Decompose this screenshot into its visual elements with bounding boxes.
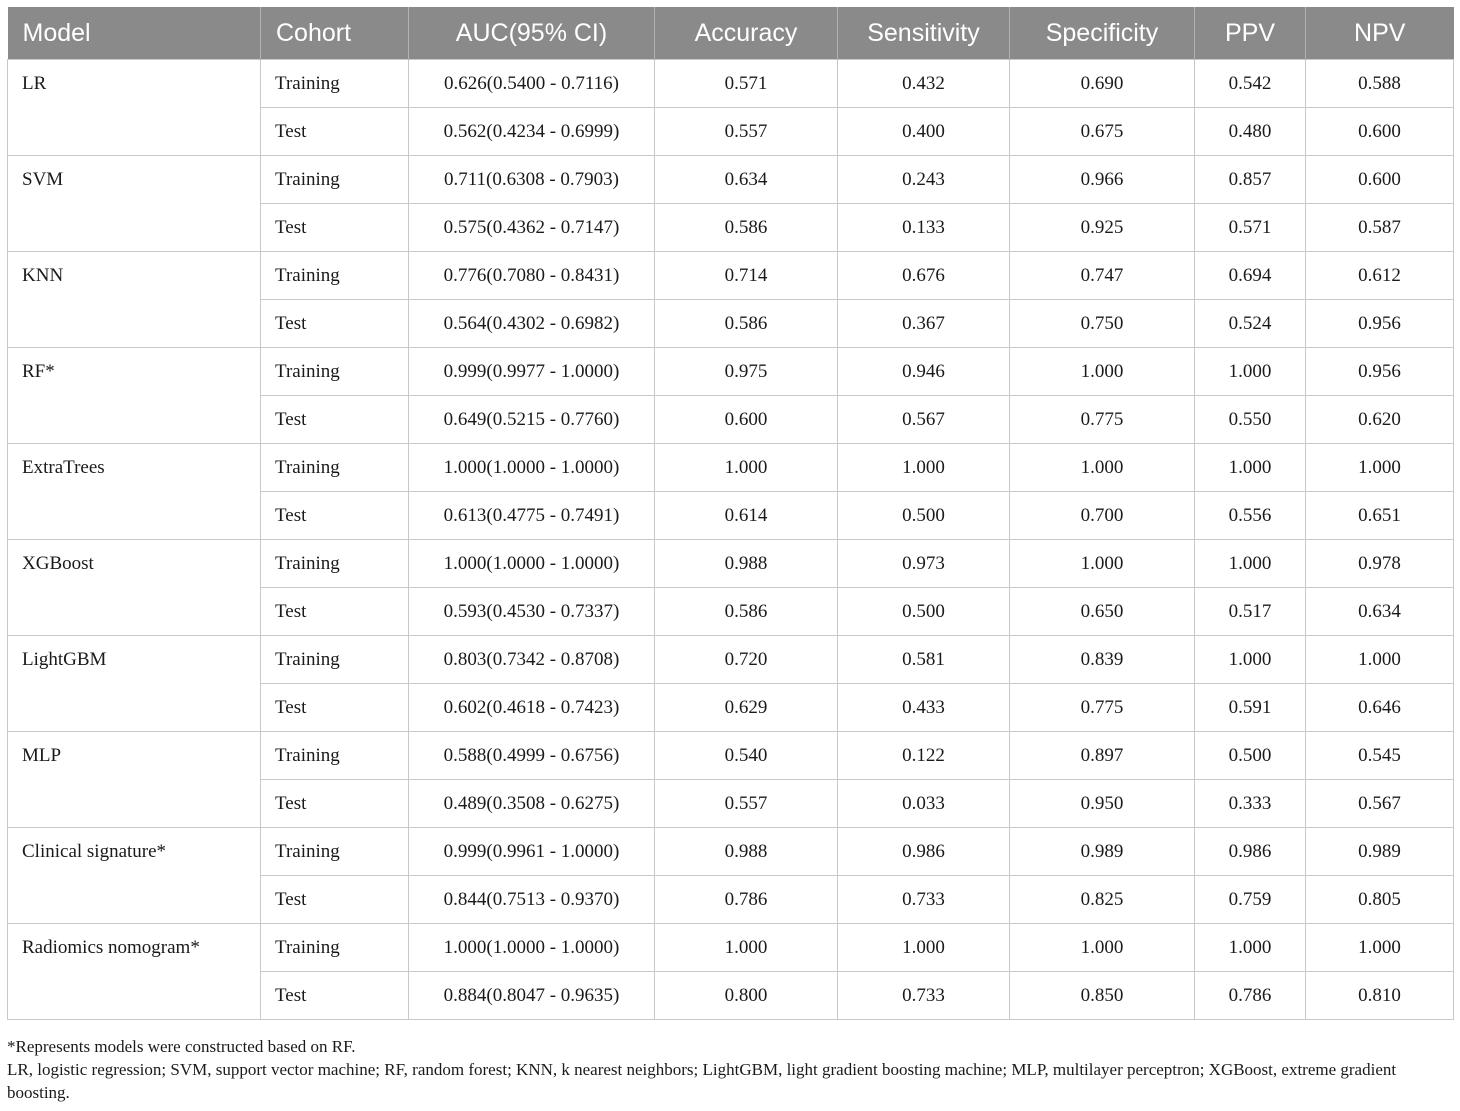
- specificity-cell: 0.989: [1010, 828, 1195, 876]
- npv-cell: 0.805: [1306, 876, 1454, 924]
- npv-cell: 0.646: [1306, 684, 1454, 732]
- specificity-cell: 1.000: [1010, 444, 1195, 492]
- npv-cell: 0.634: [1306, 588, 1454, 636]
- auc-cell: 1.000(1.0000 - 1.0000): [409, 444, 655, 492]
- cohort-cell: Test: [261, 396, 409, 444]
- ppv-cell: 1.000: [1195, 924, 1306, 972]
- sensitivity-cell: 1.000: [838, 924, 1010, 972]
- npv-cell: 0.620: [1306, 396, 1454, 444]
- cohort-cell: Test: [261, 492, 409, 540]
- npv-cell: 0.600: [1306, 108, 1454, 156]
- sensitivity-cell: 0.973: [838, 540, 1010, 588]
- auc-cell: 0.884(0.8047 - 0.9635): [409, 972, 655, 1020]
- header-sensitivity: Sensitivity: [838, 7, 1010, 60]
- sensitivity-cell: 0.733: [838, 972, 1010, 1020]
- table-row: [8, 444, 1454, 492]
- sensitivity-cell: 0.432: [838, 60, 1010, 108]
- cohort-cell: Test: [261, 588, 409, 636]
- npv-cell: 0.612: [1306, 252, 1454, 300]
- auc-cell: 0.803(0.7342 - 0.8708): [409, 636, 655, 684]
- auc-cell: 0.564(0.4302 - 0.6982): [409, 300, 655, 348]
- sensitivity-cell: 0.122: [838, 732, 1010, 780]
- model-cell: [8, 588, 261, 636]
- auc-cell: 1.000(1.0000 - 1.0000): [409, 540, 655, 588]
- ppv-cell: 0.759: [1195, 876, 1306, 924]
- cohort-cell: Training: [261, 252, 409, 300]
- specificity-cell: 0.650: [1010, 588, 1195, 636]
- auc-cell: 0.602(0.4618 - 0.7423): [409, 684, 655, 732]
- table-row: [8, 684, 1454, 732]
- header-row: [8, 7, 1454, 60]
- ppv-cell: 0.591: [1195, 684, 1306, 732]
- model-cell: [8, 972, 261, 1020]
- accuracy-cell: 0.600: [655, 396, 838, 444]
- specificity-cell: 0.747: [1010, 252, 1195, 300]
- npv-cell: 0.978: [1306, 540, 1454, 588]
- cohort-cell: Test: [261, 204, 409, 252]
- auc-cell: 0.711(0.6308 - 0.7903): [409, 156, 655, 204]
- ppv-cell: 0.786: [1195, 972, 1306, 1020]
- accuracy-cell: 0.586: [655, 300, 838, 348]
- sensitivity-cell: 0.733: [838, 876, 1010, 924]
- cohort-cell: Training: [261, 156, 409, 204]
- table-row: [8, 636, 1454, 684]
- abbreviations-note: LR, logistic regression; SVM, support vector machine; RF, random forest; KNN, k nearest neighbors; LightGBM, light gradient boosting machine; MLP, multilayer perceptron; XGBoost, extreme gradient boosting.: [7, 1060, 1397, 1102]
- table-row: [8, 60, 1454, 108]
- table-row: [8, 972, 1454, 1020]
- model-cell: [8, 876, 261, 924]
- sensitivity-cell: 0.033: [838, 780, 1010, 828]
- performance-table-wrapper: [7, 7, 1453, 1020]
- model-cell: [8, 396, 261, 444]
- specificity-cell: 0.675: [1010, 108, 1195, 156]
- auc-cell: 0.844(0.7513 - 0.9370): [409, 876, 655, 924]
- auc-cell: 0.575(0.4362 - 0.7147): [409, 204, 655, 252]
- ppv-cell: 0.857: [1195, 156, 1306, 204]
- sensitivity-cell: 0.367: [838, 300, 1010, 348]
- ppv-cell: 0.550: [1195, 396, 1306, 444]
- header-npv: NPV: [1306, 7, 1454, 60]
- specificity-cell: 0.850: [1010, 972, 1195, 1020]
- cohort-cell: Test: [261, 300, 409, 348]
- accuracy-cell: 0.614: [655, 492, 838, 540]
- sensitivity-cell: 0.581: [838, 636, 1010, 684]
- table-row: [8, 828, 1454, 876]
- ppv-cell: 0.333: [1195, 780, 1306, 828]
- model-cell: Clinical signature*: [8, 828, 261, 876]
- table-row: [8, 348, 1454, 396]
- cohort-cell: Test: [261, 108, 409, 156]
- npv-cell: 0.989: [1306, 828, 1454, 876]
- model-cell: ExtraTrees: [8, 444, 261, 492]
- ppv-cell: 1.000: [1195, 636, 1306, 684]
- accuracy-cell: 0.988: [655, 540, 838, 588]
- npv-cell: 0.810: [1306, 972, 1454, 1020]
- sensitivity-cell: 0.243: [838, 156, 1010, 204]
- accuracy-cell: 0.786: [655, 876, 838, 924]
- accuracy-cell: 0.557: [655, 108, 838, 156]
- sensitivity-cell: 0.133: [838, 204, 1010, 252]
- cohort-cell: Training: [261, 732, 409, 780]
- specificity-cell: 0.750: [1010, 300, 1195, 348]
- header-cohort: Cohort: [261, 7, 409, 60]
- model-cell: [8, 204, 261, 252]
- specificity-cell: 0.775: [1010, 684, 1195, 732]
- specificity-cell: 0.775: [1010, 396, 1195, 444]
- header-accuracy: Accuracy: [655, 7, 838, 60]
- header-ppv: PPV: [1195, 7, 1306, 60]
- auc-cell: 0.999(0.9961 - 1.0000): [409, 828, 655, 876]
- specificity-cell: 0.897: [1010, 732, 1195, 780]
- npv-cell: 0.588: [1306, 60, 1454, 108]
- table-header: [8, 7, 1454, 60]
- ppv-cell: 0.571: [1195, 204, 1306, 252]
- specificity-cell: 0.966: [1010, 156, 1195, 204]
- ppv-cell: 0.517: [1195, 588, 1306, 636]
- footnote: *Represents models were constructed based on RF.: [7, 1037, 356, 1056]
- ppv-cell: 1.000: [1195, 348, 1306, 396]
- model-cell: SVM: [8, 156, 261, 204]
- accuracy-cell: 0.720: [655, 636, 838, 684]
- table-row: [8, 540, 1454, 588]
- model-cell: LightGBM: [8, 636, 261, 684]
- ppv-cell: 0.694: [1195, 252, 1306, 300]
- auc-cell: 0.776(0.7080 - 0.8431): [409, 252, 655, 300]
- auc-cell: 0.562(0.4234 - 0.6999): [409, 108, 655, 156]
- header-auc: AUC(95% CI): [409, 7, 655, 60]
- sensitivity-cell: 0.567: [838, 396, 1010, 444]
- auc-cell: 0.593(0.4530 - 0.7337): [409, 588, 655, 636]
- header-model: Model: [8, 7, 261, 60]
- auc-cell: 0.999(0.9977 - 1.0000): [409, 348, 655, 396]
- accuracy-cell: 0.586: [655, 588, 838, 636]
- auc-cell: 0.649(0.5215 - 0.7760): [409, 396, 655, 444]
- ppv-cell: 0.524: [1195, 300, 1306, 348]
- accuracy-cell: 1.000: [655, 924, 838, 972]
- cohort-cell: Training: [261, 924, 409, 972]
- table-row: [8, 204, 1454, 252]
- model-cell: [8, 492, 261, 540]
- npv-cell: 0.956: [1306, 348, 1454, 396]
- sensitivity-cell: 0.400: [838, 108, 1010, 156]
- sensitivity-cell: 0.433: [838, 684, 1010, 732]
- table-row: [8, 252, 1454, 300]
- table-row: [8, 300, 1454, 348]
- auc-cell: 0.626(0.5400 - 0.7116): [409, 60, 655, 108]
- cohort-cell: Test: [261, 876, 409, 924]
- auc-cell: 1.000(1.0000 - 1.0000): [409, 924, 655, 972]
- cohort-cell: Training: [261, 540, 409, 588]
- specificity-cell: 0.825: [1010, 876, 1195, 924]
- npv-cell: 0.956: [1306, 300, 1454, 348]
- table-notes: [7, 1035, 1457, 1104]
- specificity-cell: 1.000: [1010, 924, 1195, 972]
- specificity-cell: 0.839: [1010, 636, 1195, 684]
- npv-cell: 0.651: [1306, 492, 1454, 540]
- table-row: [8, 396, 1454, 444]
- table-row: [8, 876, 1454, 924]
- accuracy-cell: 0.634: [655, 156, 838, 204]
- table-row: [8, 492, 1454, 540]
- sensitivity-cell: 0.500: [838, 588, 1010, 636]
- npv-cell: 0.587: [1306, 204, 1454, 252]
- table-row: [8, 732, 1454, 780]
- table-row: [8, 780, 1454, 828]
- table-body: [8, 60, 1454, 1020]
- model-cell: RF*: [8, 348, 261, 396]
- cohort-cell: Training: [261, 348, 409, 396]
- cohort-cell: Test: [261, 780, 409, 828]
- specificity-cell: 1.000: [1010, 540, 1195, 588]
- sensitivity-cell: 0.676: [838, 252, 1010, 300]
- accuracy-cell: 0.540: [655, 732, 838, 780]
- cohort-cell: Test: [261, 972, 409, 1020]
- table-row: [8, 108, 1454, 156]
- accuracy-cell: 0.557: [655, 780, 838, 828]
- ppv-cell: 0.556: [1195, 492, 1306, 540]
- sensitivity-cell: 0.500: [838, 492, 1010, 540]
- table-row: [8, 588, 1454, 636]
- accuracy-cell: 0.988: [655, 828, 838, 876]
- npv-cell: 1.000: [1306, 444, 1454, 492]
- model-cell: [8, 108, 261, 156]
- npv-cell: 0.545: [1306, 732, 1454, 780]
- cohort-cell: Training: [261, 828, 409, 876]
- specificity-cell: 0.690: [1010, 60, 1195, 108]
- cohort-cell: Training: [261, 636, 409, 684]
- ppv-cell: 0.480: [1195, 108, 1306, 156]
- specificity-cell: 0.925: [1010, 204, 1195, 252]
- npv-cell: 1.000: [1306, 924, 1454, 972]
- performance-table: [7, 7, 1454, 1020]
- specificity-cell: 0.700: [1010, 492, 1195, 540]
- auc-cell: 0.489(0.3508 - 0.6275): [409, 780, 655, 828]
- specificity-cell: 0.950: [1010, 780, 1195, 828]
- accuracy-cell: 0.586: [655, 204, 838, 252]
- model-cell: [8, 684, 261, 732]
- header-specificity: Specificity: [1010, 7, 1195, 60]
- ppv-cell: 1.000: [1195, 444, 1306, 492]
- cohort-cell: Training: [261, 60, 409, 108]
- ppv-cell: 0.542: [1195, 60, 1306, 108]
- ppv-cell: 1.000: [1195, 540, 1306, 588]
- model-cell: LR: [8, 60, 261, 108]
- specificity-cell: 1.000: [1010, 348, 1195, 396]
- model-cell: XGBoost: [8, 540, 261, 588]
- accuracy-cell: 0.714: [655, 252, 838, 300]
- model-cell: [8, 300, 261, 348]
- cohort-cell: Test: [261, 684, 409, 732]
- table-row: [8, 156, 1454, 204]
- accuracy-cell: 0.571: [655, 60, 838, 108]
- sensitivity-cell: 1.000: [838, 444, 1010, 492]
- npv-cell: 0.600: [1306, 156, 1454, 204]
- auc-cell: 0.613(0.4775 - 0.7491): [409, 492, 655, 540]
- accuracy-cell: 0.975: [655, 348, 838, 396]
- sensitivity-cell: 0.946: [838, 348, 1010, 396]
- model-cell: KNN: [8, 252, 261, 300]
- sensitivity-cell: 0.986: [838, 828, 1010, 876]
- accuracy-cell: 0.800: [655, 972, 838, 1020]
- cohort-cell: Training: [261, 444, 409, 492]
- accuracy-cell: 1.000: [655, 444, 838, 492]
- npv-cell: 0.567: [1306, 780, 1454, 828]
- ppv-cell: 0.986: [1195, 828, 1306, 876]
- npv-cell: 1.000: [1306, 636, 1454, 684]
- accuracy-cell: 0.629: [655, 684, 838, 732]
- auc-cell: 0.588(0.4999 - 0.6756): [409, 732, 655, 780]
- table-row: [8, 924, 1454, 972]
- model-cell: Radiomics nomogram*: [8, 924, 261, 972]
- ppv-cell: 0.500: [1195, 732, 1306, 780]
- model-cell: [8, 780, 261, 828]
- model-cell: MLP: [8, 732, 261, 780]
